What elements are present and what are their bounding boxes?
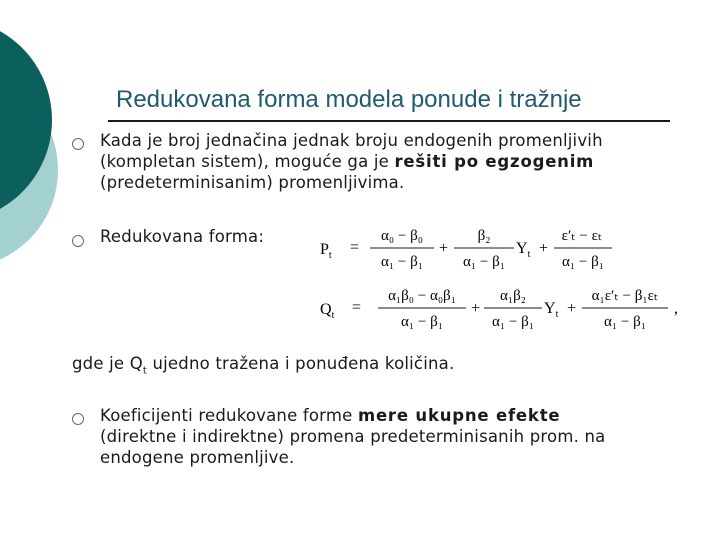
note-subscript: t [142,365,148,377]
eq-q-income-var: $Y_t$ [544,300,559,320]
title-underline [108,120,670,122]
eq-p-term1-numerator: α₀ − β₀ [381,228,423,244]
eq-q-plus-2: + [567,300,577,317]
bullet-text-1 [100,130,603,193]
eq-q-term3-numerator: α₁ε′ₜ − β₁εₜ [591,288,659,304]
equation-quantity [318,282,688,342]
note-text-start: gde je Q [72,354,143,373]
bullet-marker [72,413,84,425]
bullet-3-bold-text: mere ukupne efekte [357,406,561,425]
eq-q-term2-denominator: α₁ − β₁ [492,314,534,330]
bullet-1-line-1: Kada je broj jednačina jednak broju endogenih promenljivih [100,131,603,150]
eq-p-equals: = [350,239,360,256]
eq-q-term2-numerator: α₁β₂ [500,288,526,304]
bullet-3-line-1-text: Koeficijenti redukovane forme [100,406,358,425]
eq-p-term1-denominator: α₁ − β₁ [381,254,423,270]
equation-price [318,218,618,278]
note-text-end: ujedno tražena i ponuđena količina. [147,354,455,373]
bullet-1-line-2 [100,151,603,172]
bullet-3-line-3: endogene promenljive. [100,448,295,467]
eq-q-equals: = [352,299,362,316]
eq-q-term1-denominator: α₁ − β₁ [401,314,443,330]
bullet-marker [72,138,84,150]
eq-q-comma: , [674,300,678,317]
eq-q-term1-numerator: α₁β₀ − α₀β₁ [388,288,456,304]
eq-q-term3-denominator: α₁ − β₁ [604,314,646,330]
bullet-1-line-2-text: (kompletan sistem), moguće ga je [100,152,395,171]
eq-p-term3-numerator: ε′ₜ − εₜ [561,228,603,244]
eq-p-plus-2: + [539,240,549,257]
eq-p-income-var: $Y_t$ [516,240,531,260]
eq-p-term2-numerator: β₂ [477,228,491,244]
eq-q-plus-1: + [471,300,481,317]
eq-p-plus-1: + [439,240,449,257]
bullet-1-line-3: (predeterminisanim) promenljivima. [100,173,405,192]
bullet-3-line-2: (direktne i indirektne) promena predeterminisanih prom. na [100,427,606,446]
bullet-marker [72,235,84,247]
eq-p-term2-denominator: α₁ − β₁ [463,254,505,270]
slide-title: Redukovana forma modela ponude i tražnje [116,86,582,113]
quantity-note [72,354,454,376]
eq-p-lhs: $P_t$ [320,241,332,261]
decorative-circles [0,0,60,300]
bullet-text-3 [100,405,605,468]
eq-p-term3-denominator: α₁ − β₁ [562,254,604,270]
eq-q-lhs: $Q_t$ [320,301,335,321]
bullet-1-bold-text: rešiti po egzogenim [394,152,595,171]
bullet-3-line-1 [100,405,605,426]
bullet-text-2: Redukovana forma: [100,227,265,246]
